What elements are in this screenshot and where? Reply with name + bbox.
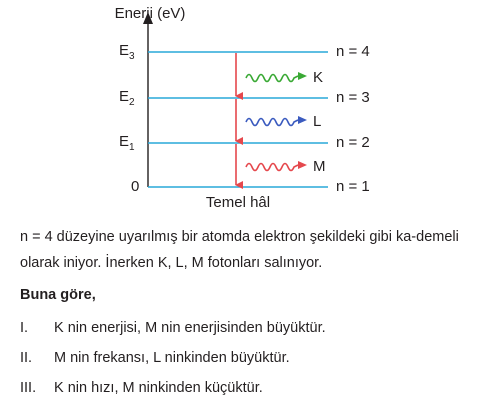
level-label-n1: n = 1 [336,178,370,195]
ground-state-caption: Temel hâl [205,194,271,211]
energy-label-zero: 0 [131,178,140,195]
question-heading: Buna göre, [20,287,96,303]
level-label-n3: n = 3 [336,89,370,106]
statement-2 [20,350,290,366]
photon-k-label: K [313,69,324,86]
statement-number: I. [20,320,29,336]
statement-text: K nin hızı, M ninkinden küçüktür. [54,380,263,396]
statement-number: II. [20,350,33,366]
photon-k [246,69,323,86]
question-paragraph: n = 4 düzeyine uyarılmış bir atomda elektron şekildeki gibi ka-demeli olarak iniyor. İnerken K, L, M fotonları salınıyor. [20,229,459,271]
photon-l [246,113,321,130]
photon-m [246,158,326,175]
level-label-n2: n = 2 [336,134,370,151]
energy-label-e3: $E_3$ [119,42,135,62]
statement-1 [20,320,326,336]
photon-l-label: L [313,113,322,130]
statement-text: K nin enerjisi, M nin enerjisinden büyüktür. [54,320,326,336]
photon-m-arrowhead [298,161,307,169]
statement-number: III. [20,380,37,396]
photon-k-arrowhead [298,72,307,80]
axis-title: Enerji (eV) [114,5,186,22]
photon-m-label: M [313,158,326,175]
level-label-n4: n = 4 [336,43,370,60]
photon-m-wave [246,164,298,171]
statement-3 [20,380,263,396]
photon-l-wave [246,119,298,126]
energy-label-e2: $E_2$ [119,88,135,108]
photon-l-arrowhead [298,116,307,124]
photon-k-wave [246,75,298,82]
statement-text: M nin frekansı, L ninkinden büyüktür. [54,350,290,366]
energy-label-e1: $E_1$ [119,133,135,153]
